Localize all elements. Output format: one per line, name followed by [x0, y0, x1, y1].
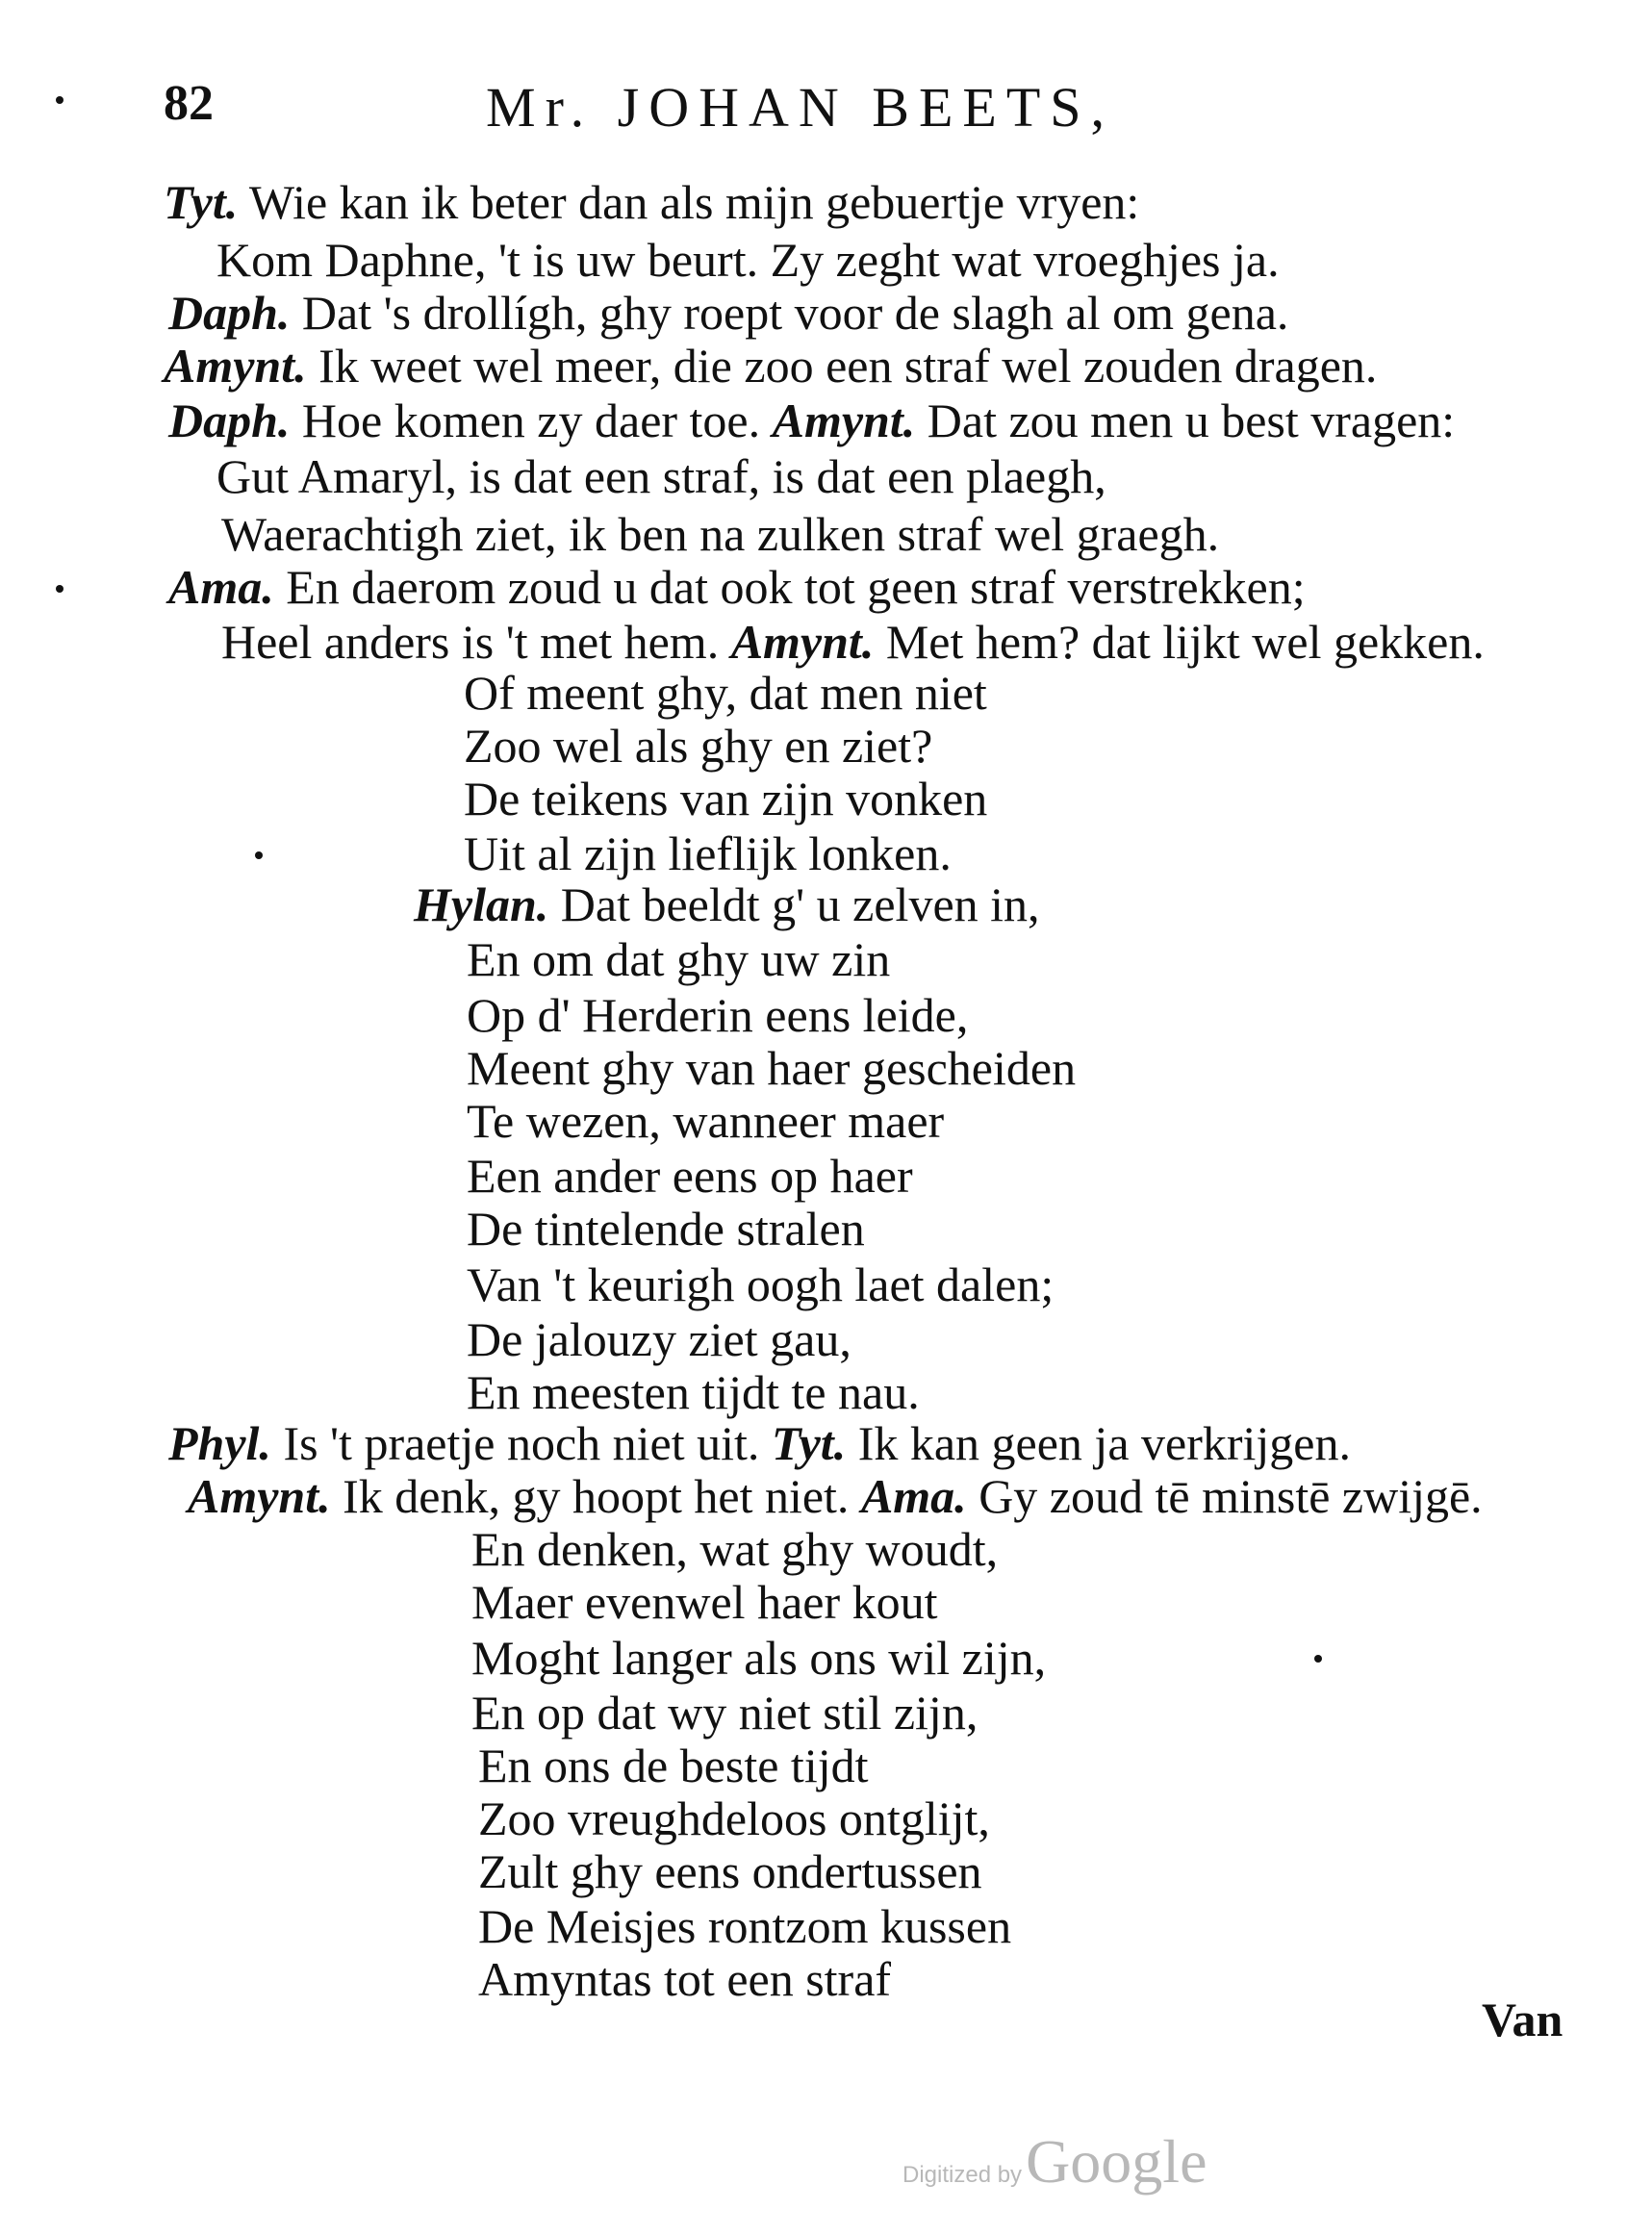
verse-line: [467, 1149, 913, 1203]
verse-line: [471, 1631, 1047, 1685]
line-text: Amyntas tot een straf: [478, 1952, 892, 2006]
line-text: Een ander eens op haer: [467, 1149, 913, 1203]
line-text: Dat beeldt g' u zelven in,: [548, 877, 1040, 931]
scan-speck: [255, 851, 263, 859]
line-text: En meesten tijdt te nau.: [467, 1365, 920, 1419]
line-text: De Meisjes rontzom kussen: [478, 1899, 1012, 1953]
speaker-label: Ama.: [168, 560, 274, 614]
digitized-by-google-watermark: [902, 2126, 1207, 2197]
line-text: En om dat ghy uw zin: [467, 932, 891, 986]
line-text: Van 't keurigh oogh laet dalen;: [467, 1257, 1055, 1311]
line-text: Moght langer als ons wil zijn,: [471, 1631, 1047, 1685]
line-text: Kom Daphne, 't is uw beurt. Zy zeght wat vroeghjes ja.: [216, 233, 1280, 287]
line-text: Maer evenwel haer kout: [471, 1575, 938, 1629]
line-text: De teikens van zijn vonken: [464, 772, 988, 825]
line-text: Ik denk, gy hoopt het niet.: [330, 1469, 861, 1523]
scan-speck: [56, 585, 64, 593]
verse-line: [464, 666, 987, 720]
line-text: Ik kan geen ja verkrijgen.: [846, 1416, 1351, 1470]
verse-line: [221, 615, 1485, 669]
verse-line: [464, 772, 988, 825]
line-text: Zult ghy eens ondertussen: [478, 1844, 982, 1898]
verse-line: [216, 233, 1280, 287]
watermark-prefix: Digitized by: [902, 2162, 1023, 2188]
line-text: Is 't praetje noch niet uit.: [270, 1416, 772, 1470]
verse-line: [467, 1257, 1055, 1311]
line-text: Dat zou men u best vragen:: [915, 394, 1456, 447]
verse-line: [478, 1741, 869, 1790]
line-text: Dat 's drollígh, ghy roept voor de slagh al om gena.: [290, 286, 1289, 340]
line-text: Heel anders is 't met hem.: [221, 615, 731, 669]
verse-line: [478, 1791, 990, 1845]
speaker-label: Amynt.: [164, 339, 307, 393]
verse-line: [467, 1202, 865, 1256]
speaker-label: Hylan.: [414, 877, 549, 931]
scan-speck: [1314, 1655, 1322, 1663]
verse-line: [471, 1686, 978, 1740]
line-text: En ons de beste tijdt: [478, 1739, 869, 1792]
verse-line: [168, 286, 1289, 340]
verse-line: [168, 560, 1306, 614]
page-header: [154, 75, 1366, 152]
scan-speck: [56, 96, 64, 104]
verse-line: [414, 877, 1040, 931]
line-text: Zoo vreughdeloos ontglijt,: [478, 1791, 990, 1845]
verse-line: [464, 719, 933, 773]
verse-line: [168, 1416, 1351, 1470]
line-text: Of meent ghy, dat men niet: [464, 666, 987, 720]
line-text: Met hem? dat lijkt wel gekken.: [874, 615, 1485, 669]
line-text: De jalouzy ziet gau,: [467, 1312, 851, 1366]
line-text: Zoo wel als ghy en ziet?: [464, 719, 933, 773]
line-text: Hoe komen zy daer toe.: [290, 394, 773, 447]
running-title: Mr. JOHAN BEETS,: [486, 76, 1115, 139]
line-text: Wie kan ik beter dan als mijn gebuertje vryen:: [238, 175, 1140, 229]
speaker-label: Amynt.: [772, 394, 916, 447]
speaker-label: Daph.: [168, 286, 291, 340]
page-number: 82: [164, 76, 214, 131]
verse-line: [471, 1575, 938, 1629]
line-text: Op d' Herderin eens leide,: [467, 988, 969, 1042]
line-text: Gy zoud tē minstē zwijgē.: [966, 1469, 1483, 1523]
verse-line: [478, 1899, 1012, 1953]
line-text: En op dat wy niet stil zijn,: [471, 1686, 978, 1740]
verse-line: [164, 175, 1140, 229]
speaker-label: Daph.: [168, 394, 291, 447]
verse-line: [467, 1365, 920, 1419]
verse-line: [216, 449, 1106, 503]
verse-line: [478, 1844, 982, 1898]
verse-line: [464, 826, 952, 880]
verse-line: [467, 1094, 945, 1148]
line-text: Uit al zijn lieflijk lonken.: [464, 826, 952, 880]
verse-line: [467, 1312, 851, 1366]
verse-line: [467, 932, 891, 986]
verse-line: [471, 1522, 999, 1576]
line-text: En daerom zoud u dat ook tot geen straf verstrekken;: [273, 560, 1306, 614]
speaker-label: Tyt.: [164, 175, 239, 229]
line-text: Waerachtigh ziet, ik ben na zulken straf wel graegh.: [221, 507, 1220, 561]
speaker-label: Ama.: [860, 1469, 967, 1523]
catchword: Van: [1482, 1993, 1563, 2046]
line-text: Gut Amaryl, is dat een straf, is dat een plaegh,: [216, 449, 1106, 503]
verse-line: [478, 1952, 892, 2006]
speaker-label: Phyl.: [168, 1416, 271, 1470]
verse-line: [221, 507, 1220, 561]
verse-line: [168, 394, 1456, 447]
speaker-label: Tyt.: [771, 1416, 847, 1470]
line-text: Ik weet wel meer, die zoo een straf wel zouden dragen.: [306, 339, 1378, 393]
line-text: En denken, wat ghy woudt,: [471, 1522, 999, 1576]
verse-line: [467, 988, 969, 1042]
speaker-label: Amynt.: [730, 615, 875, 669]
line-text: De tintelende stralen: [467, 1202, 865, 1256]
speaker-label: Amynt.: [188, 1469, 331, 1523]
line-text: Te wezen, wanneer maer: [467, 1094, 945, 1148]
line-text: Meent ghy van haer gescheiden: [467, 1041, 1077, 1095]
verse-line: [164, 339, 1378, 393]
watermark-logo: Google: [1026, 2127, 1207, 2196]
verse-line: [467, 1041, 1077, 1095]
verse-line: [188, 1469, 1483, 1523]
